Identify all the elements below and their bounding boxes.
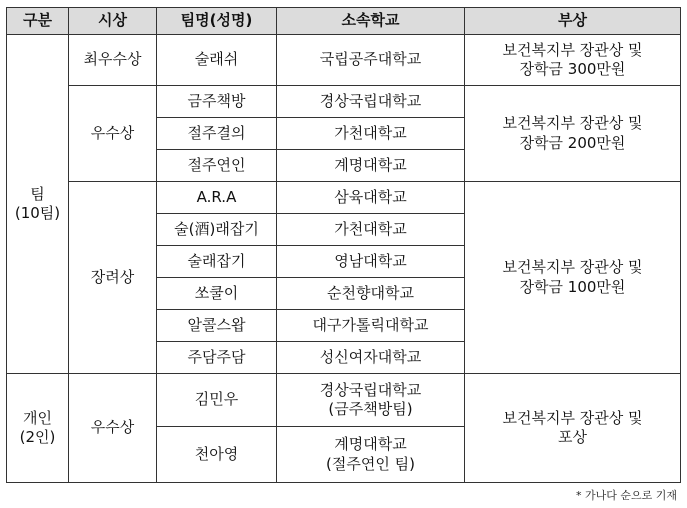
team-name-cell: 쏘쿨이 (157, 278, 277, 310)
school-cell: 대구가톨릭대학교 (277, 310, 465, 342)
prize-individual-cell (465, 374, 681, 483)
team-name-cell: 절주결의 (157, 118, 277, 150)
prize-line: 장학금 200만원 (519, 133, 626, 152)
school-line: 경상국립대학교 (319, 380, 422, 399)
header-team: 팀명(성명) (157, 8, 277, 35)
person-name-cell: 천아영 (157, 427, 277, 483)
school-cell: 계명대학교 (277, 150, 465, 182)
school-cell: 국립공주대학교 (277, 35, 465, 86)
team-name-cell: 술(酒)래잡기 (157, 214, 277, 246)
category-team-cell (7, 35, 69, 374)
awards-table (6, 7, 681, 483)
team-name-cell: 술래잡기 (157, 246, 277, 278)
school-cell: 영남대학교 (277, 246, 465, 278)
school-cell: 가천대학교 (277, 118, 465, 150)
prize-line: 장학금 300만원 (519, 60, 626, 78)
prize-encouragement-cell (465, 182, 681, 374)
award-grand-cell: 최우수상 (69, 35, 157, 86)
prize-line: 보건복지부 장관상 및 (502, 40, 643, 59)
person-name-cell: 김민우 (157, 374, 277, 427)
award-encouragement-cell: 장려상 (69, 182, 157, 374)
header-prize: 부상 (465, 8, 681, 35)
table-row (7, 182, 681, 214)
prize-line: 장학금 100만원 (519, 277, 626, 296)
header-school: 소속학교 (277, 8, 465, 35)
school-cell: 가천대학교 (277, 214, 465, 246)
award-individual-cell: 우수상 (69, 374, 157, 483)
school-cell (277, 427, 465, 483)
prize-grand-cell (465, 35, 681, 86)
prize-line: 보건복지부 장관상 및 (502, 114, 643, 132)
team-name-cell: 술래쉬 (157, 35, 277, 86)
team-name-cell: 알콜스왑 (157, 310, 277, 342)
school-cell: 순천향대학교 (277, 278, 465, 310)
prize-line: 보건복지부 장관상 및 (502, 408, 643, 427)
category-count: (2인) (19, 428, 56, 446)
school-line: 계명대학교 (334, 435, 407, 453)
table-row (7, 374, 681, 427)
award-excellence-cell: 우수상 (69, 86, 157, 182)
footnote: * 가나다 순으로 기재 (576, 489, 677, 502)
header-category: 구분 (7, 8, 69, 35)
category-label: 팀 (30, 184, 45, 203)
school-cell: 삼육대학교 (277, 182, 465, 214)
team-name-cell: A.R.A (157, 182, 277, 214)
school-cell: 경상국립대학교 (277, 86, 465, 118)
prize-line: 보건복지부 장관상 및 (502, 258, 643, 276)
category-individual-cell (7, 374, 69, 483)
category-label: 개인 (23, 408, 52, 427)
school-team-line: (절주연인 팀) (326, 454, 415, 473)
prize-excellence-cell (465, 86, 681, 182)
table-row (7, 86, 681, 118)
team-name-cell: 주담주담 (157, 342, 277, 374)
header-row (7, 8, 681, 35)
team-name-cell: 금주책방 (157, 86, 277, 118)
prize-line: 포상 (558, 428, 587, 446)
team-name-cell: 절주연인 (157, 150, 277, 182)
category-count: (10팀) (14, 204, 61, 222)
school-cell (277, 374, 465, 427)
header-award: 시상 (69, 8, 157, 35)
school-team-line: (금주책방팀) (328, 400, 413, 418)
school-cell: 성신여자대학교 (277, 342, 465, 374)
table-row (7, 35, 681, 86)
